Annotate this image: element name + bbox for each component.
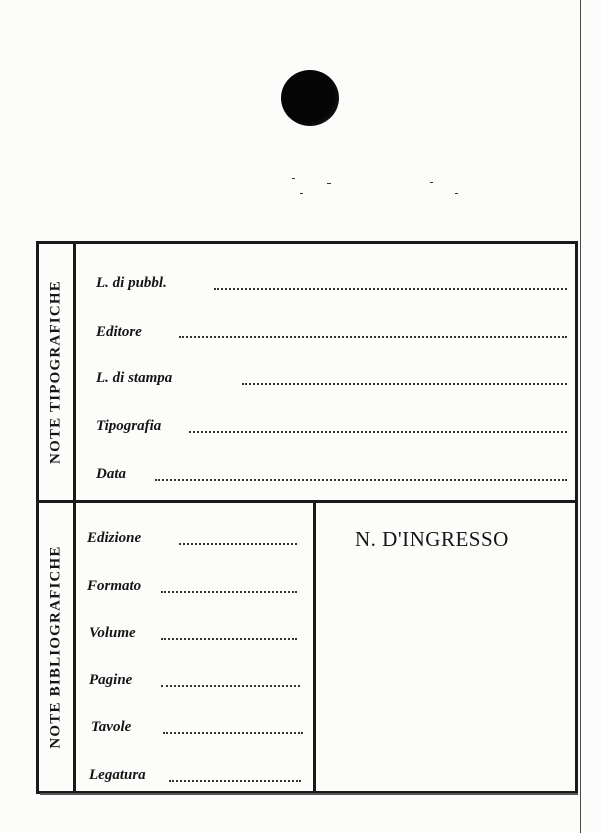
- dotted-line: [179, 336, 567, 338]
- card-bottom-shadow: [40, 793, 578, 795]
- field-tavole: Tavole: [91, 719, 132, 735]
- speck: [455, 193, 458, 194]
- dotted-line: [161, 638, 297, 640]
- speck: [292, 178, 295, 179]
- side-rule: [73, 503, 76, 791]
- field-data: Data: [96, 466, 126, 482]
- side-label-tipografiche: NOTE TIPOGRAFICHE: [47, 280, 64, 464]
- field-luogo-pubblicazione: L. di pubbl.: [96, 275, 167, 291]
- punch-hole: [281, 70, 339, 126]
- page-edge-line: [580, 0, 581, 833]
- dotted-line: [163, 732, 303, 734]
- dotted-line: [189, 431, 567, 433]
- dotted-line: [179, 543, 297, 545]
- side-rule: [73, 244, 76, 500]
- speck: [430, 182, 433, 183]
- field-tipografia: Tipografia: [96, 418, 162, 434]
- dotted-line: [161, 591, 297, 593]
- dotted-line: [161, 685, 300, 687]
- numero-ingresso-label: N. D'INGRESSO: [355, 527, 509, 551]
- dotted-line: [169, 780, 301, 782]
- side-label-bibliografiche: NOTE BIBLIOGRAFICHE: [47, 545, 64, 749]
- side-label-box: [39, 503, 73, 791]
- field-formato: Formato: [87, 578, 142, 594]
- side-label-box: [39, 244, 73, 500]
- field-pagine: Pagine: [89, 672, 133, 688]
- note-bibliografiche-section: [39, 503, 575, 791]
- field-editore: Editore: [96, 324, 142, 340]
- note-tipografiche-section: [39, 244, 575, 500]
- field-legatura: Legatura: [89, 767, 146, 783]
- field-luogo-stampa: L. di stampa: [96, 370, 173, 386]
- dotted-line: [214, 288, 567, 290]
- field-volume: Volume: [89, 625, 136, 641]
- catalog-card: [36, 241, 578, 794]
- dotted-line: [155, 479, 567, 481]
- column-divider: [313, 503, 316, 791]
- speck: [300, 193, 303, 194]
- dotted-line: [242, 383, 567, 385]
- speck: [327, 183, 331, 184]
- field-edizione: Edizione: [87, 530, 142, 546]
